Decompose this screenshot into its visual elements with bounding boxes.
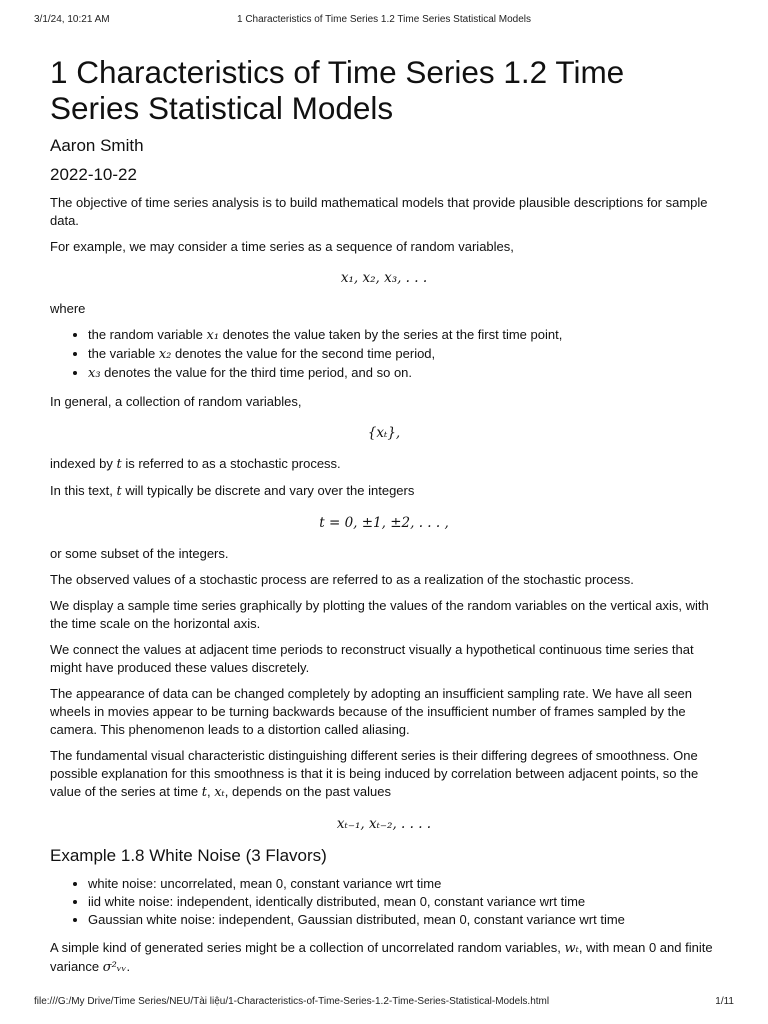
author: Aaron Smith bbox=[50, 136, 144, 155]
equation: xₜ₋₁, xₜ₋₂, . . . . bbox=[336, 816, 432, 832]
paragraph: or some subset of the integers. bbox=[50, 546, 229, 561]
list-item bbox=[88, 326, 718, 345]
text: A simple kind of generated series might be a collection of uncorrelated random variables, bbox=[50, 940, 565, 955]
list-item: • iid white noise: independent, identically distributed, mean 0, constant variance wrt time bbox=[88, 893, 718, 911]
print-datetime: 3/1/24, 10:21 AM bbox=[34, 14, 110, 25]
paragraph bbox=[50, 939, 718, 977]
list-text: denotes the value for the third time period, and so on. bbox=[100, 365, 413, 380]
file-path: file:///G:/My Drive/Time Series/NEU/Tài liệu/1-Characteristics-of-Time-Series-1.2-Time-Series-Statistical-Models.html bbox=[34, 996, 550, 1007]
text: In this text, bbox=[50, 483, 117, 498]
math-inline: σ²ᵥᵥ bbox=[102, 960, 127, 975]
list-item: • white noise: uncorrelated, mean 0, constant variance wrt time bbox=[88, 875, 718, 893]
paragraph: For example, we may consider a time series as a sequence of random variables, bbox=[50, 239, 514, 254]
print-footer bbox=[34, 996, 734, 1010]
math-inline: x₂ bbox=[158, 347, 172, 362]
math-inline: x₁ bbox=[206, 328, 220, 343]
math-inline: wₜ bbox=[564, 941, 579, 956]
list-item: • Gaussian white noise: independent, Gaussian distributed, mean 0, constant variance wrt time bbox=[88, 911, 718, 929]
equation: {xₜ}, bbox=[367, 425, 401, 441]
paragraph: In general, a collection of random variables, bbox=[50, 394, 302, 409]
paragraph: The objective of time series analysis is to build mathematical models that provide plausible descriptions for sample data. bbox=[50, 195, 708, 228]
equation: t = 0, ±1, ±2, . . . , bbox=[319, 515, 449, 531]
paragraph bbox=[50, 747, 718, 802]
paragraph: where bbox=[50, 301, 86, 316]
equation: x₁, x₂, x₃, . . . bbox=[340, 270, 428, 286]
bullet-list bbox=[50, 875, 718, 929]
math-inline: t bbox=[116, 457, 122, 472]
paragraph: The observed values of a stochastic process are referred to as a realization of the stochastic process. bbox=[50, 572, 634, 587]
date: 2022-10-22 bbox=[50, 165, 137, 184]
text: , bbox=[206, 784, 215, 799]
paragraph: The appearance of data can be changed completely by adopting an insufficient sampling rate. We have all seen wheels in movies appear to be turning backwards because of the insufficient number of frames sampled by the camera. This phenomenon leads to a distortion called aliasing. bbox=[50, 686, 692, 737]
paragraph bbox=[50, 482, 718, 501]
list-text: denotes the value taken by the series at the first time point, bbox=[219, 327, 563, 342]
list-item bbox=[88, 364, 718, 383]
document-body bbox=[50, 50, 718, 985]
text: , depends on the past values bbox=[224, 784, 391, 799]
text: will typically be discrete and vary over the integers bbox=[121, 483, 415, 498]
text: is referred to as a stochastic process. bbox=[121, 456, 341, 471]
text: , with mean 0 and finite variance bbox=[50, 940, 713, 974]
example-heading: Example 1.8 White Noise (3 Flavors) bbox=[50, 846, 327, 865]
math-inline: xₜ bbox=[214, 785, 225, 800]
list-text: the random variable bbox=[88, 327, 207, 342]
bullet-list bbox=[50, 326, 718, 383]
page-title: 1 Characteristics of Time Series 1.2 Time Series Statistical Models bbox=[50, 54, 625, 126]
list-text: the variable bbox=[88, 346, 159, 361]
print-doc-title: 1 Characteristics of Time Series 1.2 Time Series Statistical Models bbox=[237, 14, 531, 25]
text: . bbox=[126, 959, 131, 974]
paragraph bbox=[50, 455, 718, 474]
math-inline: x₃ bbox=[88, 366, 101, 381]
math-inline: t bbox=[201, 785, 207, 800]
paragraph: We display a sample time series graphically by plotting the values of the random variables on the vertical axis, with the time scale on the horizontal axis. bbox=[50, 598, 709, 631]
math-inline: t bbox=[116, 484, 122, 499]
page-indicator: 1/11 bbox=[715, 996, 734, 1007]
paragraph: We connect the values at adjacent time periods to reconstruct visually a hypothetical continuous time series that might have produced these values discretely. bbox=[50, 642, 694, 675]
list-item bbox=[88, 345, 718, 364]
print-header bbox=[34, 14, 734, 28]
list-text: denotes the value for the second time period, bbox=[171, 346, 436, 361]
text: The fundamental visual characteristic distinguishing different series is their differing degrees of smoothness. One possible explanation for this smoothness is that it is being induced by correlation between adjacent points, so the value of the series at time bbox=[50, 748, 699, 799]
text: indexed by bbox=[50, 456, 117, 471]
